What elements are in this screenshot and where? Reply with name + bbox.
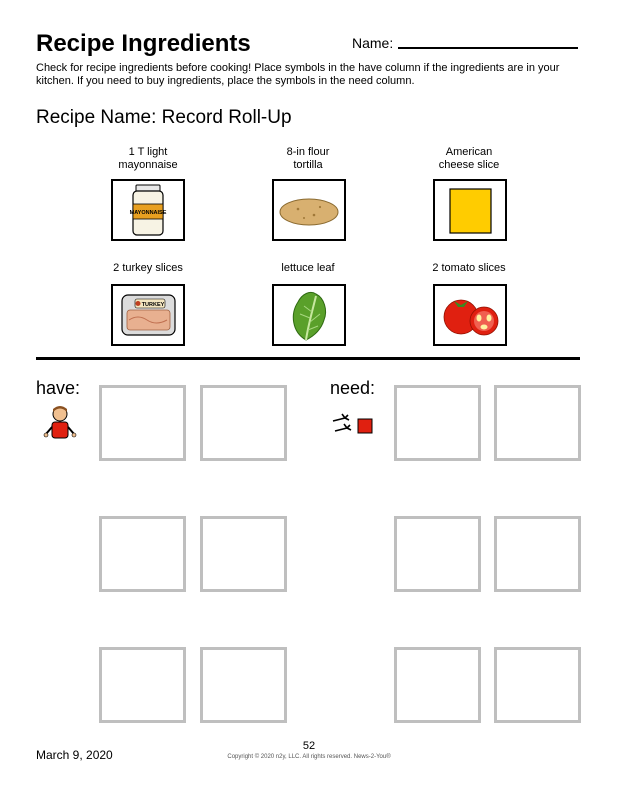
need-slot[interactable] bbox=[494, 385, 581, 461]
svg-text:MAYONNAISE: MAYONNAISE bbox=[129, 210, 167, 216]
have-person-icon bbox=[43, 405, 77, 450]
page-number: 52 bbox=[302, 740, 316, 752]
turkey-package-icon bbox=[113, 286, 183, 344]
section-divider bbox=[36, 357, 580, 360]
have-slot[interactable] bbox=[200, 385, 287, 461]
need-slot[interactable] bbox=[494, 516, 581, 592]
ingredient-card-mayonnaise[interactable] bbox=[111, 179, 185, 241]
need-slot[interactable] bbox=[394, 516, 481, 592]
ingredient-card-tortilla[interactable] bbox=[272, 179, 346, 241]
ingredient-label: 2 tomato slices bbox=[432, 262, 506, 274]
svg-text:TURKEY: TURKEY bbox=[141, 302, 165, 308]
instructions-text: Check for recipe ingredients before cooking! Place symbols in the have column if the ingredients are in your kitchen. If you need to buy ingredients, place the symbols in the need column. bbox=[36, 62, 560, 87]
have-column-label: have: bbox=[36, 378, 81, 398]
cheese-slice-icon bbox=[435, 181, 505, 239]
need-hands-icon bbox=[331, 412, 377, 443]
page-title: Recipe Ingredients bbox=[36, 30, 251, 57]
mayonnaise-jar-icon bbox=[113, 181, 183, 239]
need-column-label: need: bbox=[330, 378, 376, 398]
ingredient-label: 1 T light mayonnaise bbox=[118, 146, 178, 171]
have-slot[interactable] bbox=[99, 516, 186, 592]
footer-date: March 9, 2020 bbox=[36, 748, 113, 762]
ingredient-card-lettuce[interactable] bbox=[272, 284, 346, 346]
ingredient-label: 2 turkey slices bbox=[113, 262, 183, 274]
ingredient-card-cheese[interactable] bbox=[433, 179, 507, 241]
have-slot[interactable] bbox=[200, 516, 287, 592]
need-slot[interactable] bbox=[394, 647, 481, 723]
have-slot[interactable] bbox=[200, 647, 287, 723]
lettuce-leaf-icon bbox=[274, 286, 344, 344]
ingredient-label: 8-in flour tortilla bbox=[286, 146, 330, 171]
recipe-name: Recipe Name: Record Roll-Up bbox=[36, 107, 292, 128]
name-label: Name: bbox=[352, 35, 394, 51]
tomato-icon bbox=[435, 286, 505, 344]
need-slot[interactable] bbox=[494, 647, 581, 723]
ingredient-card-turkey[interactable] bbox=[111, 284, 185, 346]
tortilla-icon bbox=[274, 181, 344, 239]
ingredient-label: American cheese slice bbox=[438, 146, 500, 171]
have-slot[interactable] bbox=[99, 385, 186, 461]
name-field-line[interactable] bbox=[398, 47, 578, 49]
copyright-text: Copyright © 2020 n2y, LLC. All rights reserved. News-2-You® bbox=[227, 754, 391, 760]
need-slot[interactable] bbox=[394, 385, 481, 461]
ingredient-card-tomato[interactable] bbox=[433, 284, 507, 346]
have-slot[interactable] bbox=[99, 647, 186, 723]
ingredient-label: lettuce leaf bbox=[281, 262, 335, 274]
